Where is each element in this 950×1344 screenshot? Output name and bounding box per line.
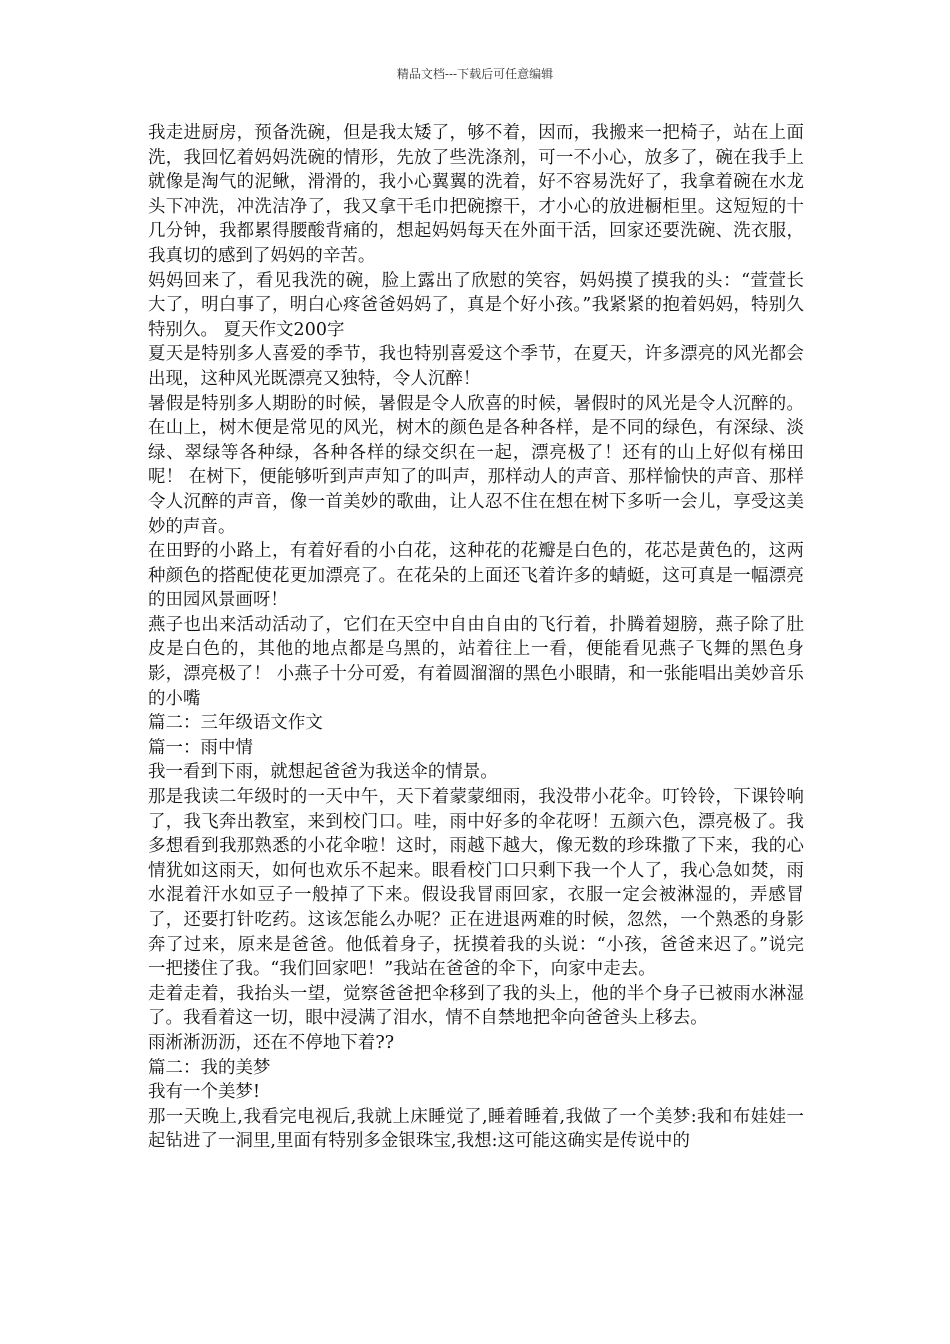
section-heading: 篇一：雨中情 [148, 737, 253, 758]
paragraph: 走着走着，我抬头一望，觉察爸爸把伞移到了我的头上，他的半个身子已被雨水淋湿了。我看着这一切，眼中浸满了泪水，情不自禁地把伞向爸爸头上移去。 [148, 983, 804, 1029]
document-body [148, 121, 804, 1154]
paragraph: 在田野的小路上，有着好看的小白花，这种花的花瓣是白色的，花芯是黄色的，这两种颜色的搭配使花更加漂亮了。在花朵的上面还飞着许多的蜻蜓，这可真是一幅漂亮的田园风景画呀！ [148, 541, 804, 611]
section-heading: 篇二：三年级语文作文 [148, 713, 323, 734]
page-header: 精品文档---下载后可任意编辑 [396, 67, 554, 81]
paragraph: 那一天晚上,我看完电视后,我就上床睡觉了,睡着睡着,我做了一个美梦:我和布娃娃一起钻进了一洞里,里面有特别多金银珠宝,我想:这可能这确实是传说中的 [148, 1106, 804, 1152]
paragraph: 暑假是特别多人期盼的时候，暑假是令人欣喜的时候，暑假时的风光是令人沉醉的。 在山上，树木便是常见的风光，树木的颜色是各种各样，是不同的绿色，有深绿、淡绿、翠绿等各种绿，各种各样的绿交织在一起，漂亮极了！还有的山上好似有梯田呢！ 在树下，便能够听到声声知了的叫声，那样动人的声音、那样愉快的声音、那样令人沉醉的声音，像一首美妙的歌曲，让人忍不住在想在树下多听一会儿，享受这美妙的声音。 [148, 393, 804, 537]
paragraph: 雨淅淅沥沥，还在不停地下着?? [148, 1032, 395, 1053]
paragraph: 我一看到下雨，就想起爸爸为我送伞的情景。 [148, 762, 498, 783]
paragraph: 妈妈回来了，看见我洗的碗，脸上露出了欣慰的笑容，妈妈摸了摸我的头：“萱萱长大了，明白事了，明白心疼爸爸妈妈了，真是个好小孩。”我紧紧的抱着妈妈，特别久特别久。 夏天作文200字 [148, 270, 804, 340]
paragraph: 我有一个美梦! [148, 1082, 261, 1103]
paragraph: 夏天是特别多人喜爱的季节，我也特别喜爱这个季节，在夏天，许多漂亮的风光都会出现，这种风光既漂亮又独特，令人沉醉！ [148, 344, 804, 389]
paragraph: 我走进厨房，预备洗碗，但是我太矮了，够不着，因而，我搬来一把椅子，站在上面洗，我回忆着妈妈洗碗的情形，先放了些洗涤剂，可一不小心，放多了，碗在我手上就像是淘气的泥鳅，滑滑的，我小心翼翼的洗着，好不容易洗好了，我拿着碗在水龙头下冲洗，冲洗洁净了，我又拿干毛巾把碗擦干，才小心的放进橱柜里。这短短的十几分钟，我都累得腰酸背痛的，想起妈妈每天在外面干活，回家还要洗碗、洗衣服，我真切的感到了妈妈的辛苦。 [148, 123, 804, 266]
section-heading: 篇二：我的美梦 [148, 1057, 271, 1078]
paragraph: 那是我读二年级时的一天中午，天下着蒙蒙细雨，我没带小花伞。叮铃铃，下课铃响了，我飞奔出教室，来到校门口。哇，雨中好多的伞花呀！五颜六色，漂亮极了。我多想看到我那熟悉的小花伞啦！这时，雨越下越大，像无数的珍珠撒了下来，我的心情犹如这雨天，如何也欢乐不起来。眼看校门口只剩下我一个人了，我心急如焚，雨水混着汗水如豆子一般掉了下来。假设我冒雨回家，衣服一定会被淋湿的，弄感冒了，还要打针吃药。这该怎能么办呢？正在进退两难的时候，忽然，一个熟悉的身影奔了过来，原来是爸爸。他低着身子，抚摸着我的头说：“小孩，爸爸来迟了。”说完一把搂住了我。“我们回家吧！”我站在爸爸的伞下，向家中走去。 [148, 787, 804, 980]
paragraph: 燕子也出来活动活动了，它们在天空中自由自由的飞行着，扑腾着翅膀，燕子除了肚皮是白色的，其他的地点都是乌黑的，站着往上一看，便能看见燕子飞舞的黑色身影，漂亮极了！ 小燕子十分可爱，有着圆溜溜的黑色小眼睛，和一张能唱出美妙音乐的小嘴 [148, 614, 804, 709]
